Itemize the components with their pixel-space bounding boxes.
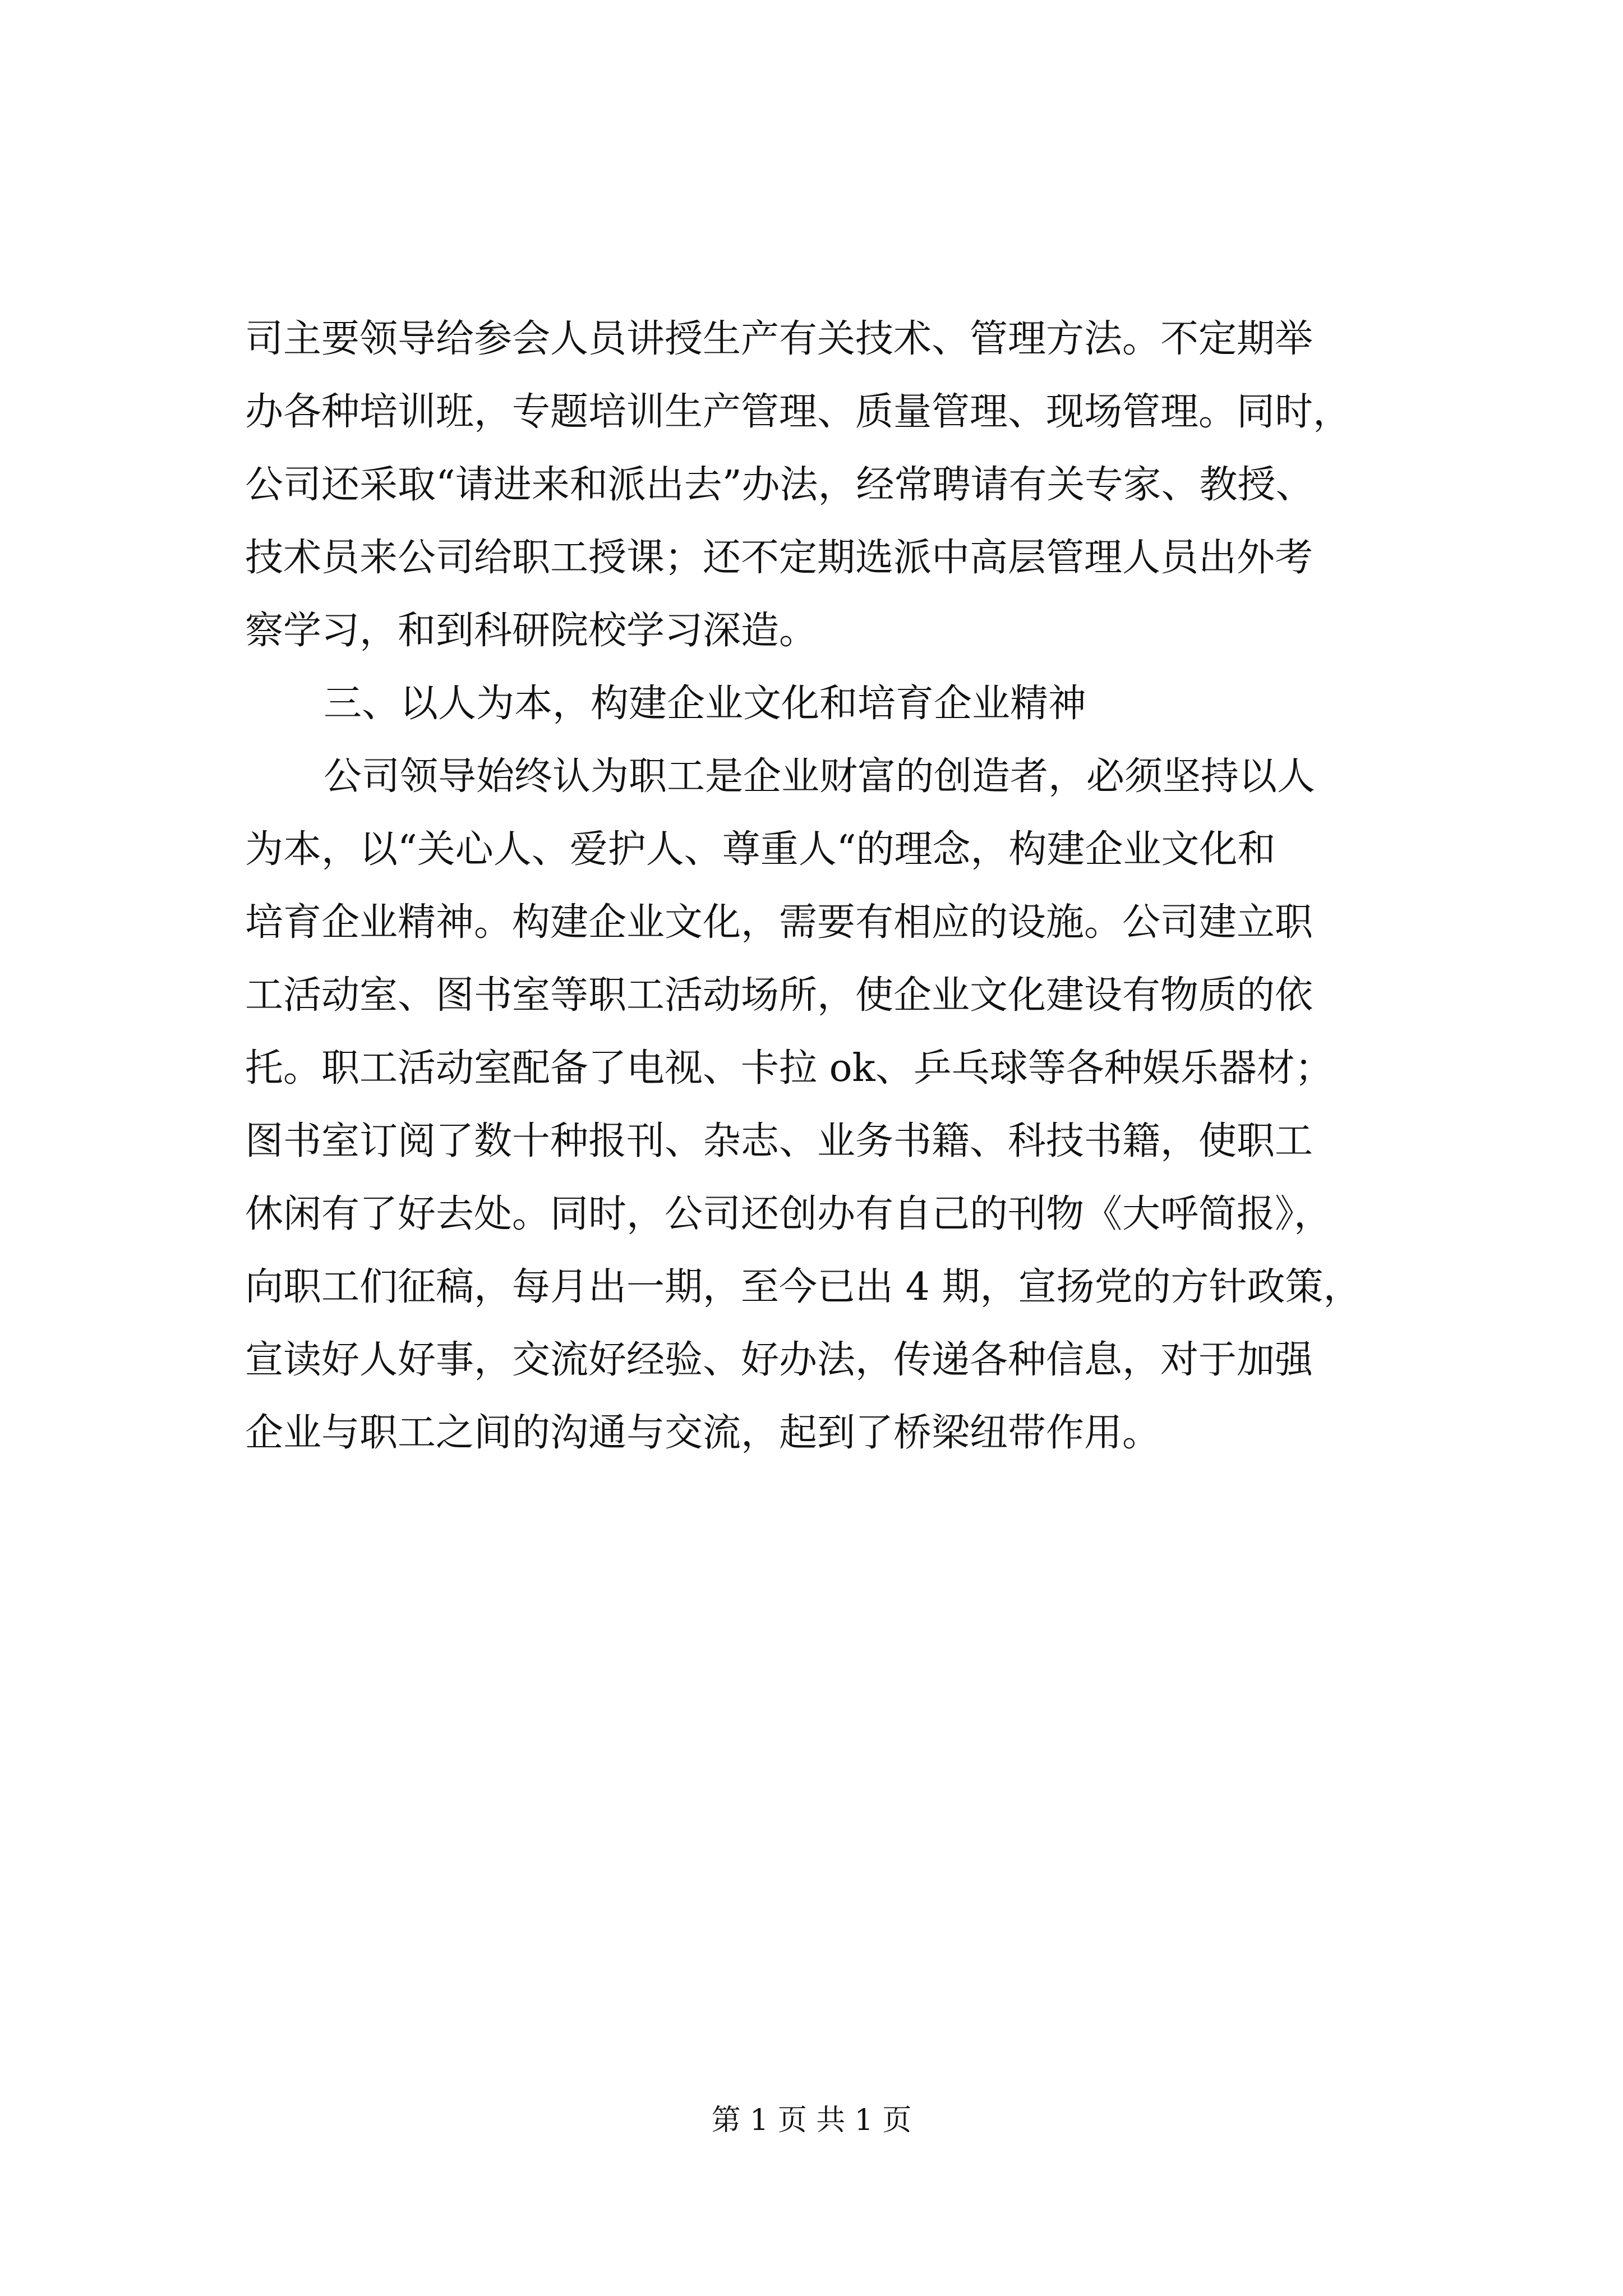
text-line: 办各种培训班，专题培训生产管理、质量管理、现场管理。同时， [245, 390, 1352, 434]
text-line: 为本，以“关心人、爱护人、尊重人“的理念，构建企业文化和 [245, 827, 1276, 872]
text-line: 公司领导始终认为职工是企业财富的创造者，必须坚持以人 [324, 754, 1316, 799]
text-line: 技术员来公司给职工授课；还不定期选派中高层管理人员出外考 [245, 536, 1313, 580]
text-line: 察学习，和到科研院校学习深造。 [245, 609, 818, 653]
text-line: 司主要领导给参会人员讲授生产有关技术、管理方法。不定期举 [245, 317, 1313, 361]
text-line: 图书室订阅了数十种报刊、杂志、业务书籍、科技书籍，使职工 [245, 1119, 1313, 1163]
text-line: 托。职工活动室配备了电视、卡拉 ok、乒乓球等各种娱乐器材； [245, 1046, 1333, 1091]
text-line: 向职工们征稿，每月出一期，至今已出 4 期，宣扬党的方针政策， [245, 1265, 1362, 1309]
page-number-footer: 第 1 页 共 1 页 [711, 2104, 912, 2137]
section-heading: 三、以人为本，构建企业文化和培育企业精神 [324, 682, 1087, 726]
document-body [245, 303, 1423, 1470]
text-line: 培育企业精神。构建企业文化，需要有相应的设施。公司建立职 [245, 900, 1313, 945]
text-line: 宣读好人好事，交流好经验、好办法，传递各种信息，对于加强 [245, 1338, 1313, 1382]
text-line: 休闲有了好去处。同时，公司还创办有自己的刊物《大呼简报》， [245, 1192, 1332, 1236]
text-line: 工活动室、图书室等职工活动场所，使企业文化建设有物质的依 [245, 973, 1313, 1018]
text-line: 公司还采取“请进来和派出去”办法，经常聘请有关专家、教授、 [245, 463, 1314, 507]
text-line: 企业与职工之间的沟通与交流，起到了桥梁纽带作用。 [245, 1411, 1161, 1455]
